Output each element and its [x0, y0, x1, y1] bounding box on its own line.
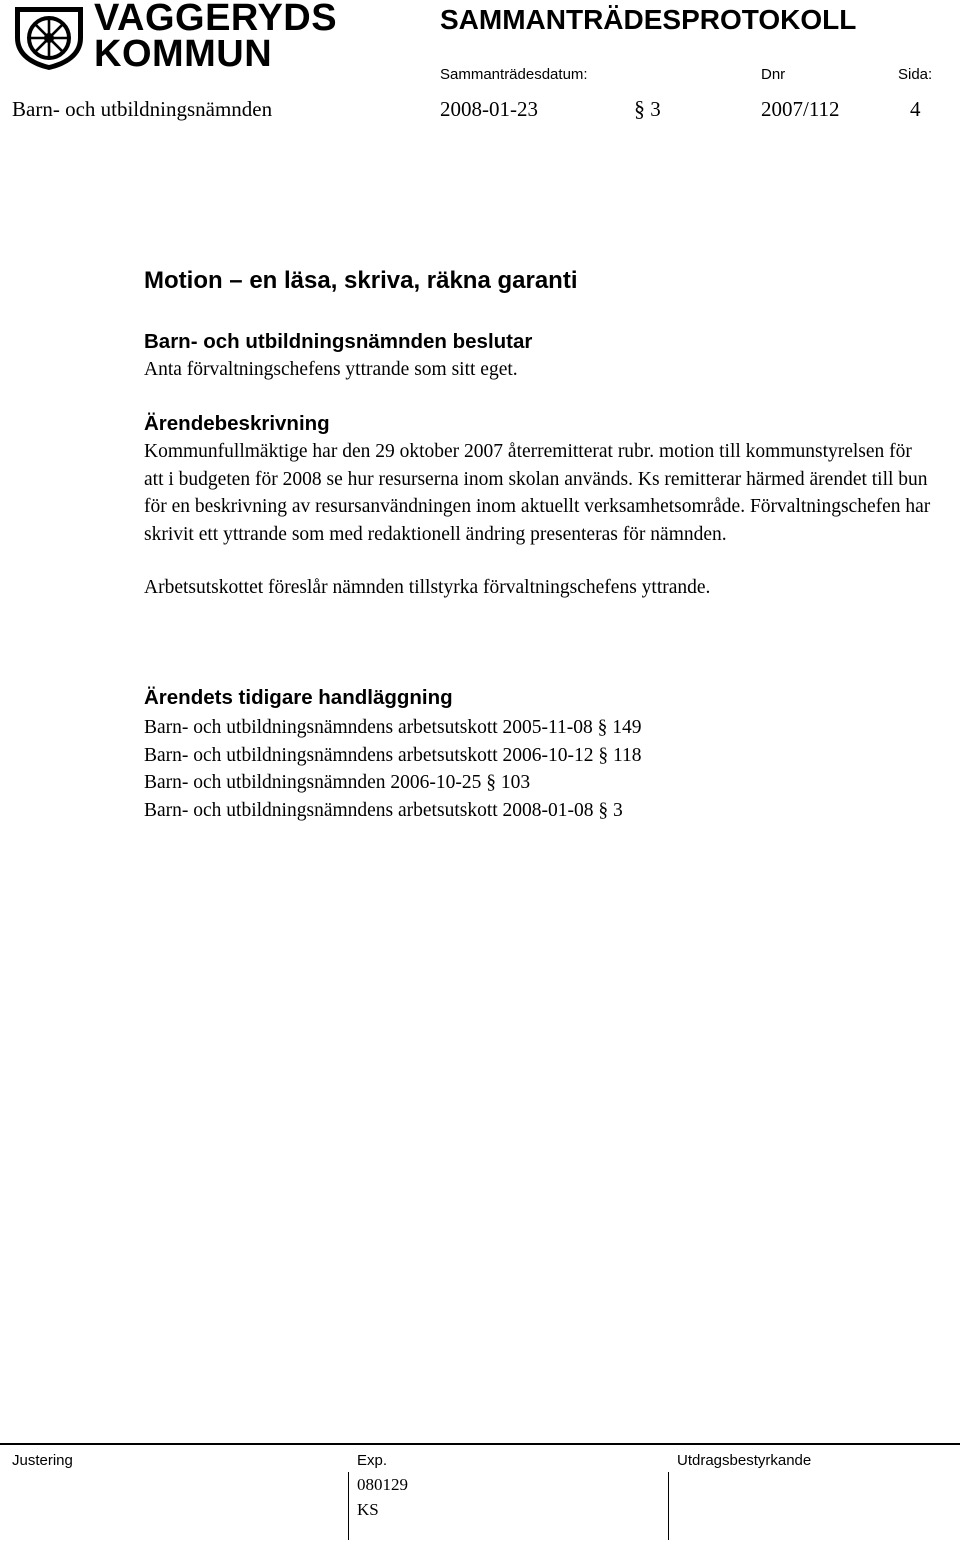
- page-number: 4: [910, 97, 921, 121]
- history-entry-text: Barn- och utbildningsnämnden 2006-10-25: [144, 772, 482, 793]
- paragraph-symbol: §: [598, 799, 609, 821]
- paragraph-number: 3: [650, 97, 661, 121]
- date-label: Sammanträdesdatum:: [440, 66, 588, 83]
- footer-column-divider: [668, 1472, 669, 1540]
- page-title: Motion – en läsa, skriva, räkna garanti: [144, 267, 578, 294]
- history-list: [144, 714, 642, 824]
- footer-divider: [0, 1443, 960, 1445]
- description-body: [144, 438, 934, 602]
- paragraph-symbol: §: [597, 717, 608, 738]
- logo-text-line1: VAGGERYDS: [94, 0, 338, 39]
- list-item: [144, 742, 642, 770]
- utdrag-label: Utdragsbestyrkande: [677, 1452, 812, 1469]
- exp-label: Exp.: [357, 1452, 388, 1469]
- list-item: [144, 769, 642, 797]
- history-entry-number: 103: [500, 772, 531, 793]
- history-entry-number: 3: [613, 799, 623, 821]
- meeting-date: 2008-01-23: [440, 97, 538, 121]
- page-label: Sida:: [898, 66, 933, 83]
- list-item: [144, 797, 642, 825]
- dnr-value: 2007/112: [761, 97, 840, 121]
- paragraph-ref: [634, 96, 661, 122]
- logo-text-line2: KOMMUN: [94, 33, 273, 75]
- committee-name: Barn- och utbildningsnämnden: [12, 97, 273, 121]
- history-entry-number: 149: [612, 717, 642, 738]
- history-heading: Ärendets tidigare handläggning: [144, 686, 453, 709]
- history-entry-text: Barn- och utbildningsnämndens arbetsutskott 2006-10-12: [144, 744, 594, 766]
- paragraph-symbol: §: [634, 96, 645, 121]
- description-paragraph: Kommunfullmäktige har den 29 oktober 2007 återremitterat rubr. motion till kommunstyrelsen för att i budgeten för 2008 se hur resurserna inom skolan används. Ks remitterar härmed ärendet till bun för en beskrivning av resursanvändningen inom aktuellt verksamhetsområde. Förvaltningschefen har skrivit ett yttrande som med redaktionell ändring presenteras för nämnden.: [144, 441, 931, 545]
- description-heading: Ärendebeskrivning: [144, 412, 330, 435]
- dnr-label: Dnr: [761, 66, 786, 83]
- history-entry-text: Barn- och utbildningsnämndens arbetsutskott 2005-11-08: [144, 717, 593, 738]
- decision-text: Anta förvaltningschefens yttrande som sitt eget.: [144, 359, 518, 380]
- decision-heading: Barn- och utbildningsnämnden beslutar: [144, 330, 533, 353]
- history-entry-number: 118: [613, 744, 642, 766]
- history-entry-text: Barn- och utbildningsnämndens arbetsutskott 2008-01-08: [144, 799, 594, 821]
- list-item: [144, 714, 642, 742]
- exp-date: 080129: [357, 1475, 408, 1494]
- paragraph-symbol: §: [486, 772, 497, 793]
- document-type: SAMMANTRÄDESPROTOKOLL: [440, 4, 857, 35]
- wheel-seal-icon: [12, 4, 86, 72]
- justering-label: Justering: [12, 1452, 73, 1469]
- exp-recipient: KS: [357, 1500, 379, 1519]
- footer-column-divider: [348, 1472, 349, 1540]
- description-paragraph: Arbetsutskottet föreslår nämnden tillstyrka förvaltningschefens yttrande.: [144, 577, 711, 598]
- paragraph-symbol: §: [598, 744, 609, 766]
